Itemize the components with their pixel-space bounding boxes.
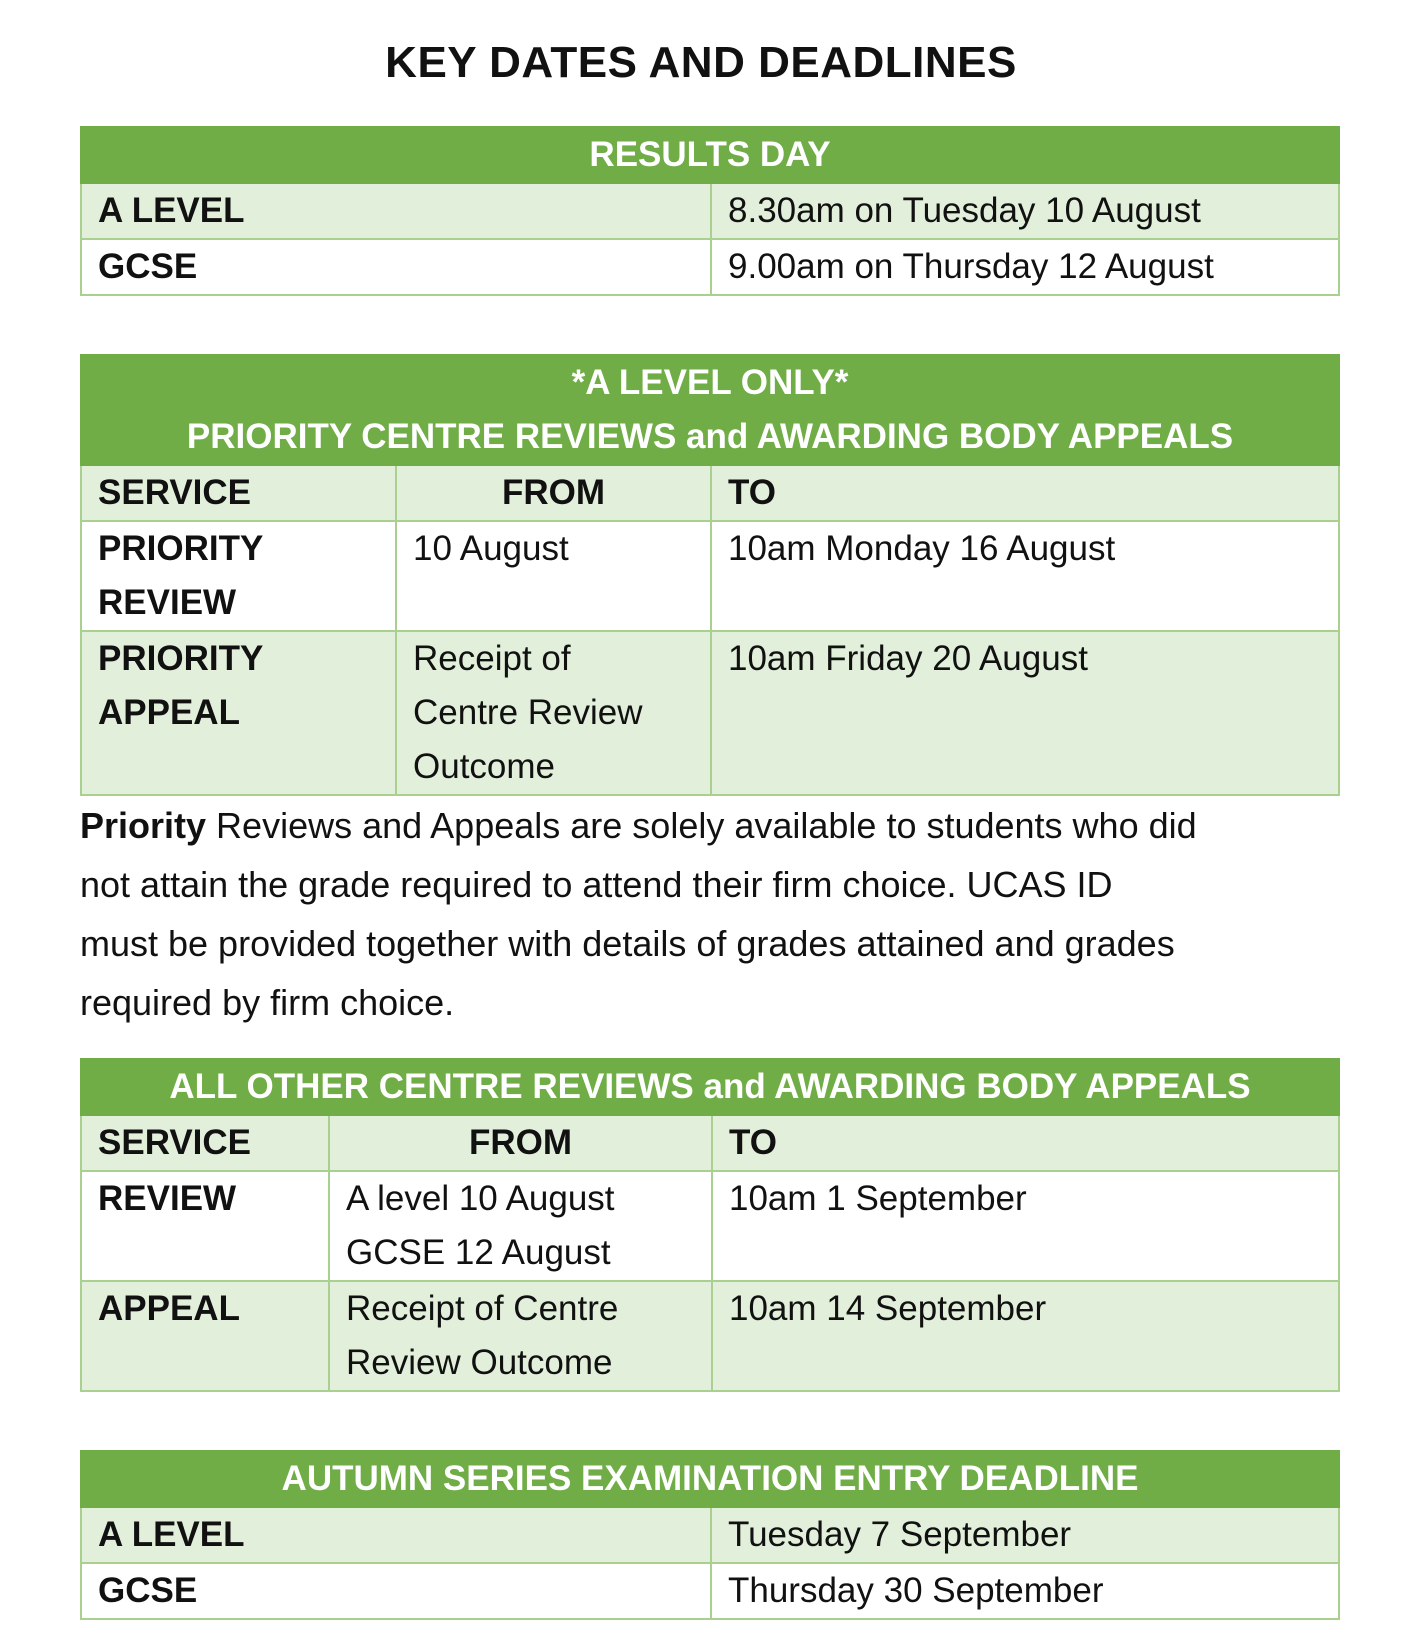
note-line-1: Reviews and Appeals are solely available to students who did xyxy=(206,805,1197,846)
results-gcse-label: GCSE xyxy=(81,239,711,295)
cell-line: Outcome xyxy=(413,747,555,786)
cell-line: REVIEW xyxy=(98,583,237,622)
note-line-4: required by firm choice. xyxy=(80,982,455,1023)
cell-line: 10am Monday 16 August xyxy=(728,529,1116,568)
cell-line: REVIEW xyxy=(98,1179,237,1218)
other-review-to xyxy=(712,1171,1339,1281)
cell-line: 10am Friday 20 August xyxy=(728,639,1088,678)
priority-review-from xyxy=(396,521,711,631)
column-header-from: FROM xyxy=(329,1115,712,1171)
priority-review-service xyxy=(81,521,396,631)
results-day-table xyxy=(80,126,1340,296)
table-row xyxy=(81,239,1339,295)
table-row xyxy=(81,1281,1339,1391)
cell-line: Receipt of xyxy=(413,639,571,678)
other-reviews-table xyxy=(80,1058,1340,1392)
other-review-service xyxy=(81,1171,329,1281)
results-a-level-value: 8.30am on Tuesday 10 August xyxy=(711,183,1339,239)
cell-line: Centre Review xyxy=(413,693,643,732)
priority-header xyxy=(81,355,1339,465)
other-column-header-row xyxy=(81,1115,1339,1171)
column-header-service: SERVICE xyxy=(81,465,396,521)
table-row xyxy=(81,183,1339,239)
cell-line: GCSE 12 August xyxy=(346,1233,611,1272)
note-line xyxy=(80,805,1197,846)
results-gcse-value: 9.00am on Thursday 12 August xyxy=(711,239,1339,295)
autumn-gcse-value: Thursday 30 September xyxy=(711,1563,1339,1619)
priority-appeal-to xyxy=(711,631,1339,795)
autumn-a-level-value: Tuesday 7 September xyxy=(711,1507,1339,1563)
table-row xyxy=(81,521,1339,631)
other-appeal-from xyxy=(329,1281,712,1391)
cell-line: 10am 14 September xyxy=(729,1289,1047,1328)
cell-line: PRIORITY xyxy=(98,529,264,568)
autumn-a-level-label: A LEVEL xyxy=(81,1507,711,1563)
table-row xyxy=(81,1507,1339,1563)
cell-line: APPEAL xyxy=(98,1289,240,1328)
priority-header-line2: PRIORITY CENTRE REVIEWS and AWARDING BODY APPEALS xyxy=(186,417,1234,456)
page-title: KEY DATES AND DEADLINES xyxy=(385,38,1017,87)
column-header-to: TO xyxy=(711,465,1339,521)
other-appeal-service xyxy=(81,1281,329,1391)
priority-appeal-from xyxy=(396,631,711,795)
cell-line: A level 10 August xyxy=(346,1179,615,1218)
cell-line: Receipt of Centre xyxy=(346,1289,619,1328)
results-a-level-label: A LEVEL xyxy=(81,183,711,239)
cell-line: 10am 1 September xyxy=(729,1179,1027,1218)
table-row xyxy=(81,631,1339,795)
cell-line: 10 August xyxy=(413,529,569,568)
column-header-service: SERVICE xyxy=(81,1115,329,1171)
priority-header-line1: *A LEVEL ONLY* xyxy=(571,363,849,402)
priority-review-to xyxy=(711,521,1339,631)
autumn-header: AUTUMN SERIES EXAMINATION ENTRY DEADLINE xyxy=(81,1451,1339,1507)
autumn-gcse-label: GCSE xyxy=(81,1563,711,1619)
note-line-3: must be provided together with details of grades attained and grades xyxy=(80,923,1175,964)
other-reviews-header: ALL OTHER CENTRE REVIEWS and AWARDING BODY APPEALS xyxy=(81,1059,1339,1115)
table-row xyxy=(81,1171,1339,1281)
autumn-deadline-table xyxy=(80,1450,1340,1620)
column-header-to: TO xyxy=(712,1115,1339,1171)
priority-appeal-service xyxy=(81,631,396,795)
cell-line: PRIORITY xyxy=(98,639,264,678)
cell-line: Review Outcome xyxy=(346,1343,613,1382)
note-line-2: not attain the grade required to attend their firm choice. UCAS ID xyxy=(80,864,1113,905)
results-day-header: RESULTS DAY xyxy=(81,127,1339,183)
note-bold-lead: Priority xyxy=(80,805,207,846)
table-row xyxy=(81,1563,1339,1619)
other-review-from xyxy=(329,1171,712,1281)
priority-table xyxy=(80,354,1340,796)
cell-line: APPEAL xyxy=(98,693,240,732)
priority-note xyxy=(80,796,1342,1032)
other-appeal-to xyxy=(712,1281,1339,1391)
priority-column-header-row xyxy=(81,465,1339,521)
column-header-from: FROM xyxy=(396,465,711,521)
